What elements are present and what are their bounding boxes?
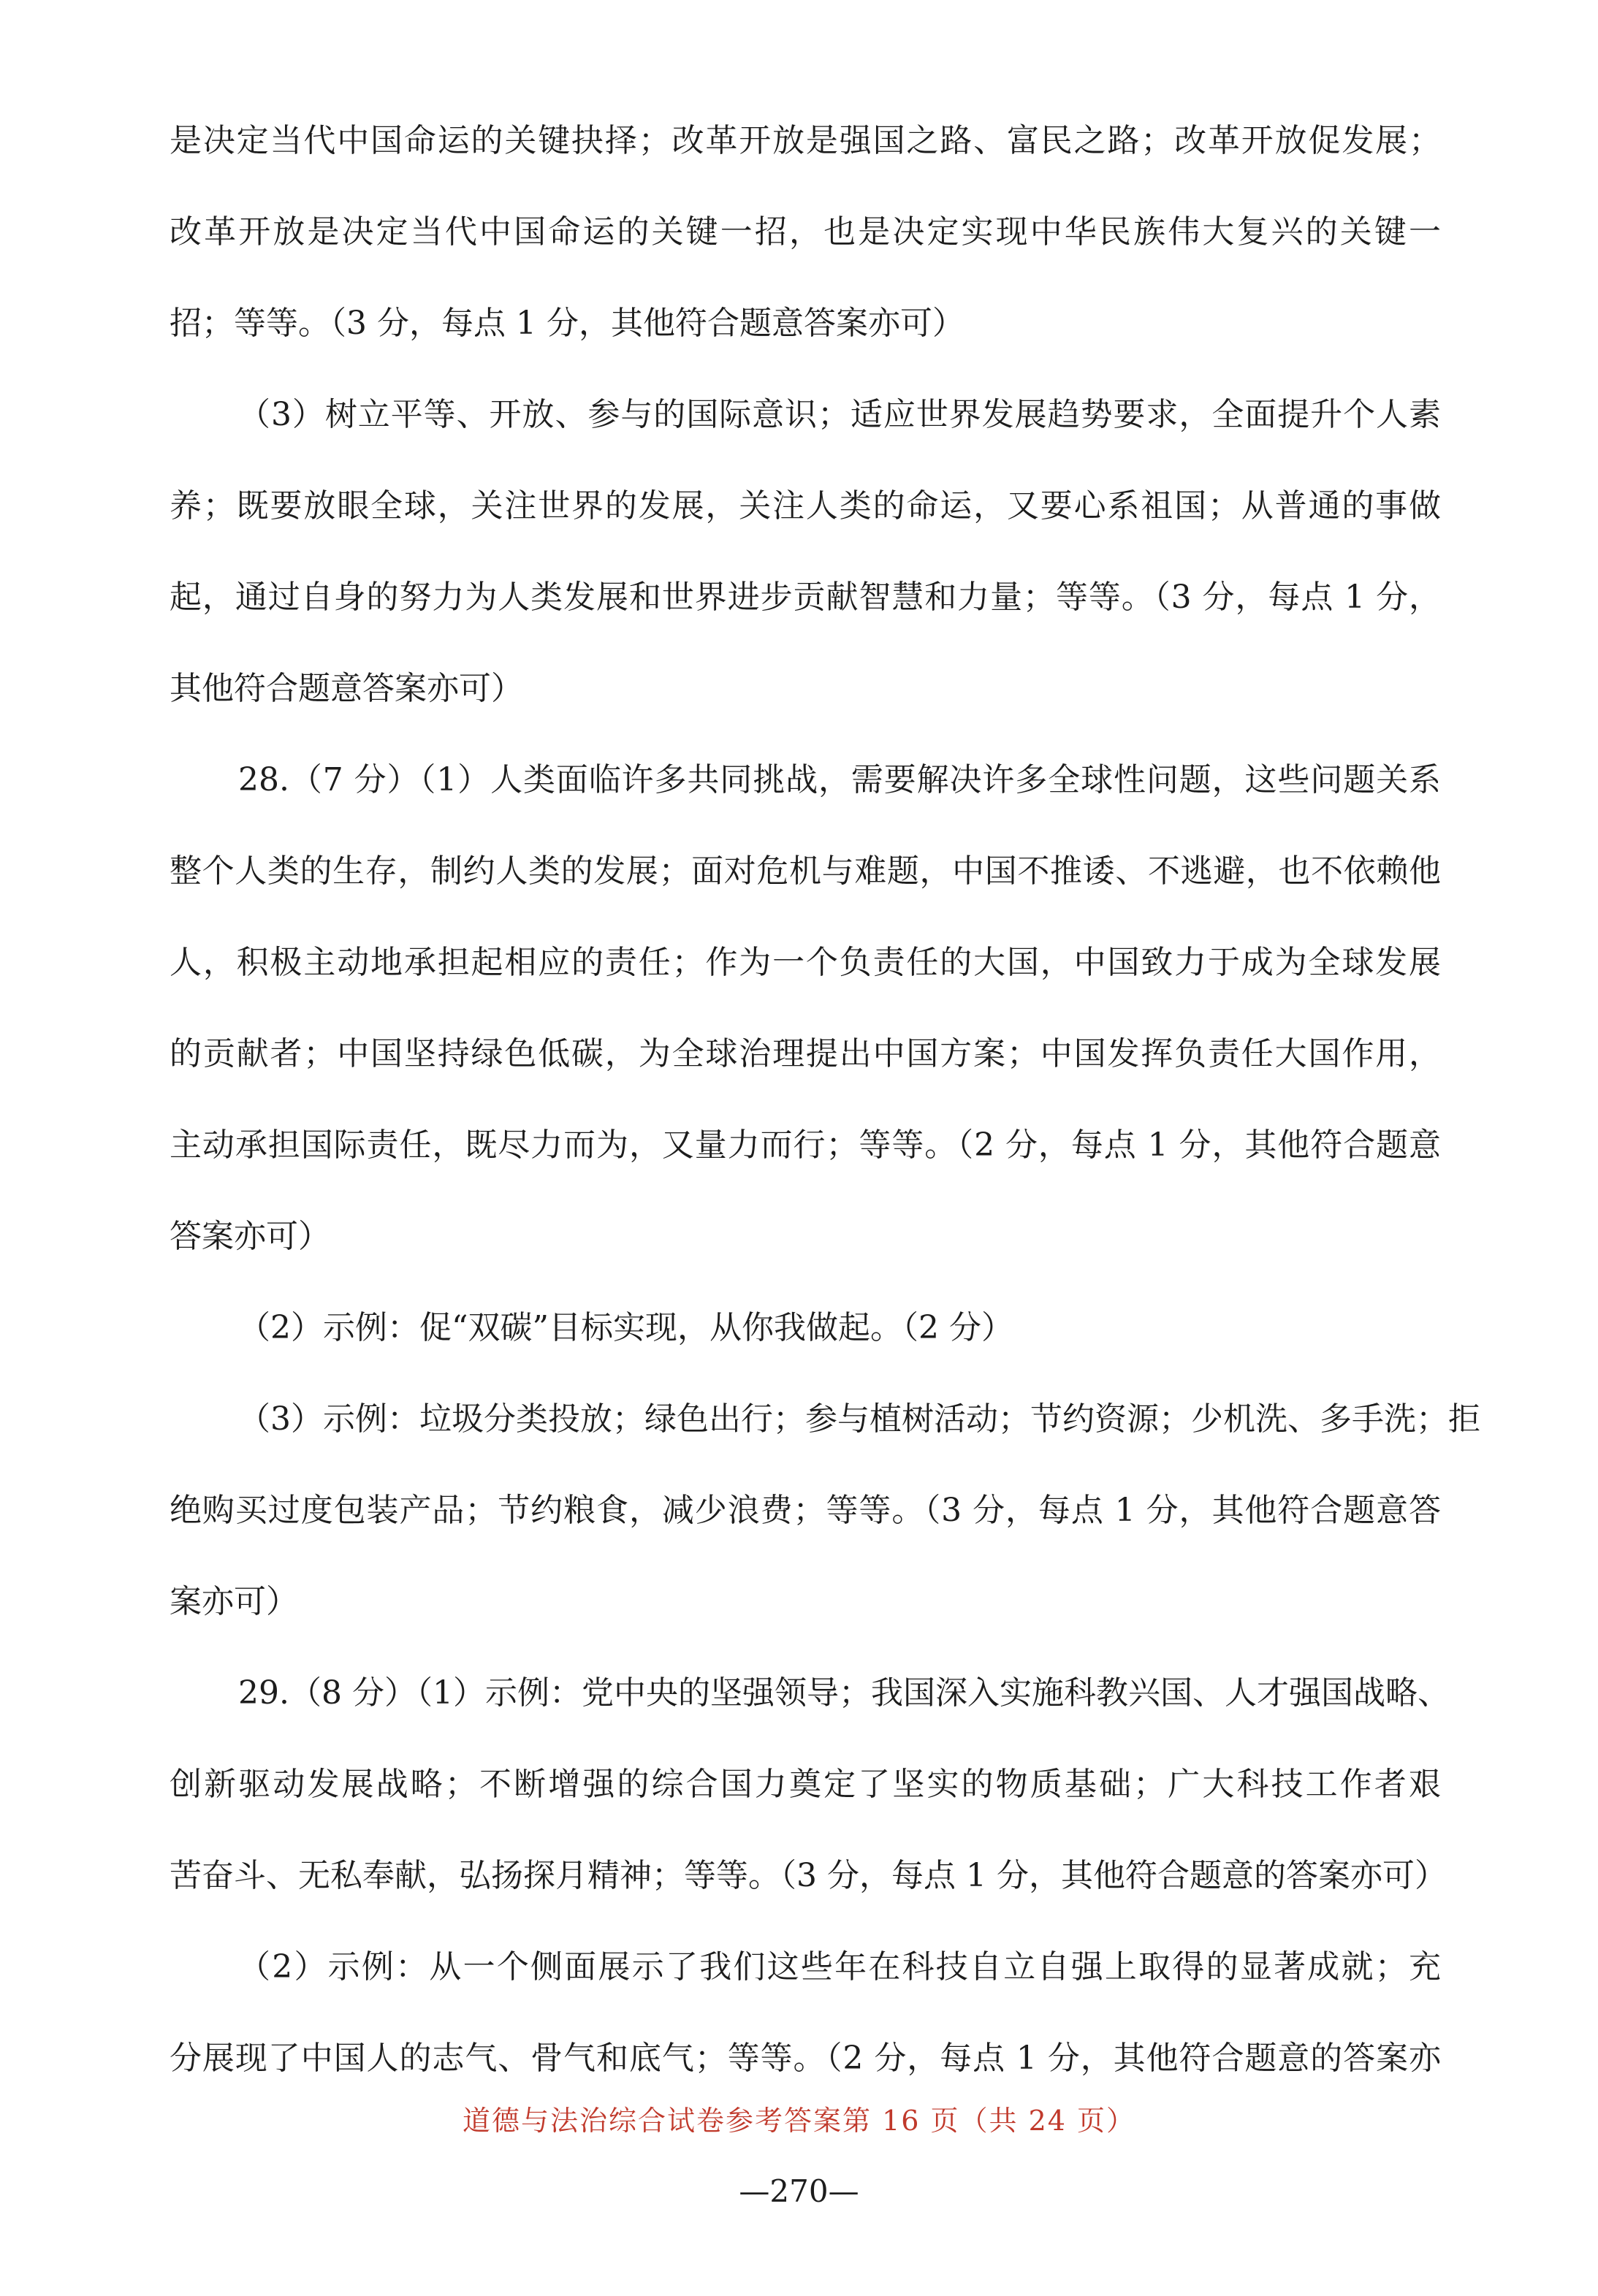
text-line-7: 其他符合题意答案亦可）: [170, 670, 523, 707]
text-line-10: 人，积极主动地承担起相应的责任；作为一个负责任的大国，中国致力于成为全球发展: [170, 944, 1441, 981]
text-line-12: 主动承担国际责任，既尽力而为，又量力而行；等等。（2 分，每点 1 分，其他符合题意: [170, 1126, 1441, 1164]
text-line-16: 绝购买过度包装产品；节约粮食，减少浪费；等等。（3 分，每点 1 分，其他符合题意答: [170, 1492, 1441, 1529]
text-line-13: 答案亦可）: [170, 1218, 330, 1255]
page-number: —270—: [739, 2173, 859, 2209]
text-line-4: （3）树立平等、开放、参与的国际意识；适应世界发展趋势要求，全面提升个人素: [238, 396, 1441, 433]
footer-title: 道德与法治综合试卷参考答案第 16 页（共 24 页）: [462, 2105, 1136, 2137]
text-line-5: 养；既要放眼全球，关注世界的发展，关注人类的命运，又要心系祖国；从普通的事做: [170, 487, 1441, 525]
text-line-18: 29.（8 分）（1）示例：党中央的坚强领导；我国深入实施科教兴国、人才强国战略、: [238, 1674, 1450, 1712]
text-line-2: 改革开放是决定当代中国命运的关键一招，也是决定实现中华民族伟大复兴的关键一: [170, 213, 1441, 251]
text-line-21: （2）示例：从一个侧面展示了我们这些年在科技自立自强上取得的显著成就；充: [238, 1948, 1441, 1986]
text-line-20: 苦奋斗、无私奉献，弘扬探月精神；等等。（3 分，每点 1 分，其他符合题意的答案亦可）: [170, 1857, 1447, 1894]
text-line-17: 案亦可）: [170, 1583, 298, 1620]
text-line-22: 分展现了中国人的志气、骨气和底气；等等。（2 分，每点 1 分，其他符合题意的答案亦: [170, 2040, 1441, 2077]
text-line-11: 的贡献者；中国坚持绿色低碳，为全球治理提出中国方案；中国发挥负责任大国作用，: [170, 1035, 1441, 1072]
text-line-6: 起，通过自身的努力为人类发展和世界进步贡献智慧和力量；等等。（3 分，每点 1 分，: [170, 579, 1441, 616]
text-line-19: 创新驱动发展战略；不断增强的综合国力奠定了坚实的物质基础；广大科技工作者艰: [170, 1766, 1441, 1803]
text-line-9: 整个人类的生存，制约人类的发展；面对危机与难题，中国不推诿、不逃避，也不依赖他: [170, 853, 1441, 890]
text-line-15: （3）示例：垃圾分类投放；绿色出行；参与植树活动；节约资源；少机洗、多手洗；拒: [238, 1400, 1480, 1438]
text-line-3: 招；等等。（3 分，每点 1 分，其他符合题意答案亦可）: [170, 305, 964, 342]
text-line-14: （2）示例：促“双碳”目标实现，从你我做起。（2 分）: [238, 1309, 1013, 1346]
text-line-8: 28.（7 分）（1）人类面临许多共同挑战，需要解决许多全球性问题，这些问题关系: [238, 761, 1441, 798]
text-line-1: 是决定当代中国命运的关键抉择；改革开放是强国之路、富民之路；改革开放促发展；: [170, 122, 1441, 159]
